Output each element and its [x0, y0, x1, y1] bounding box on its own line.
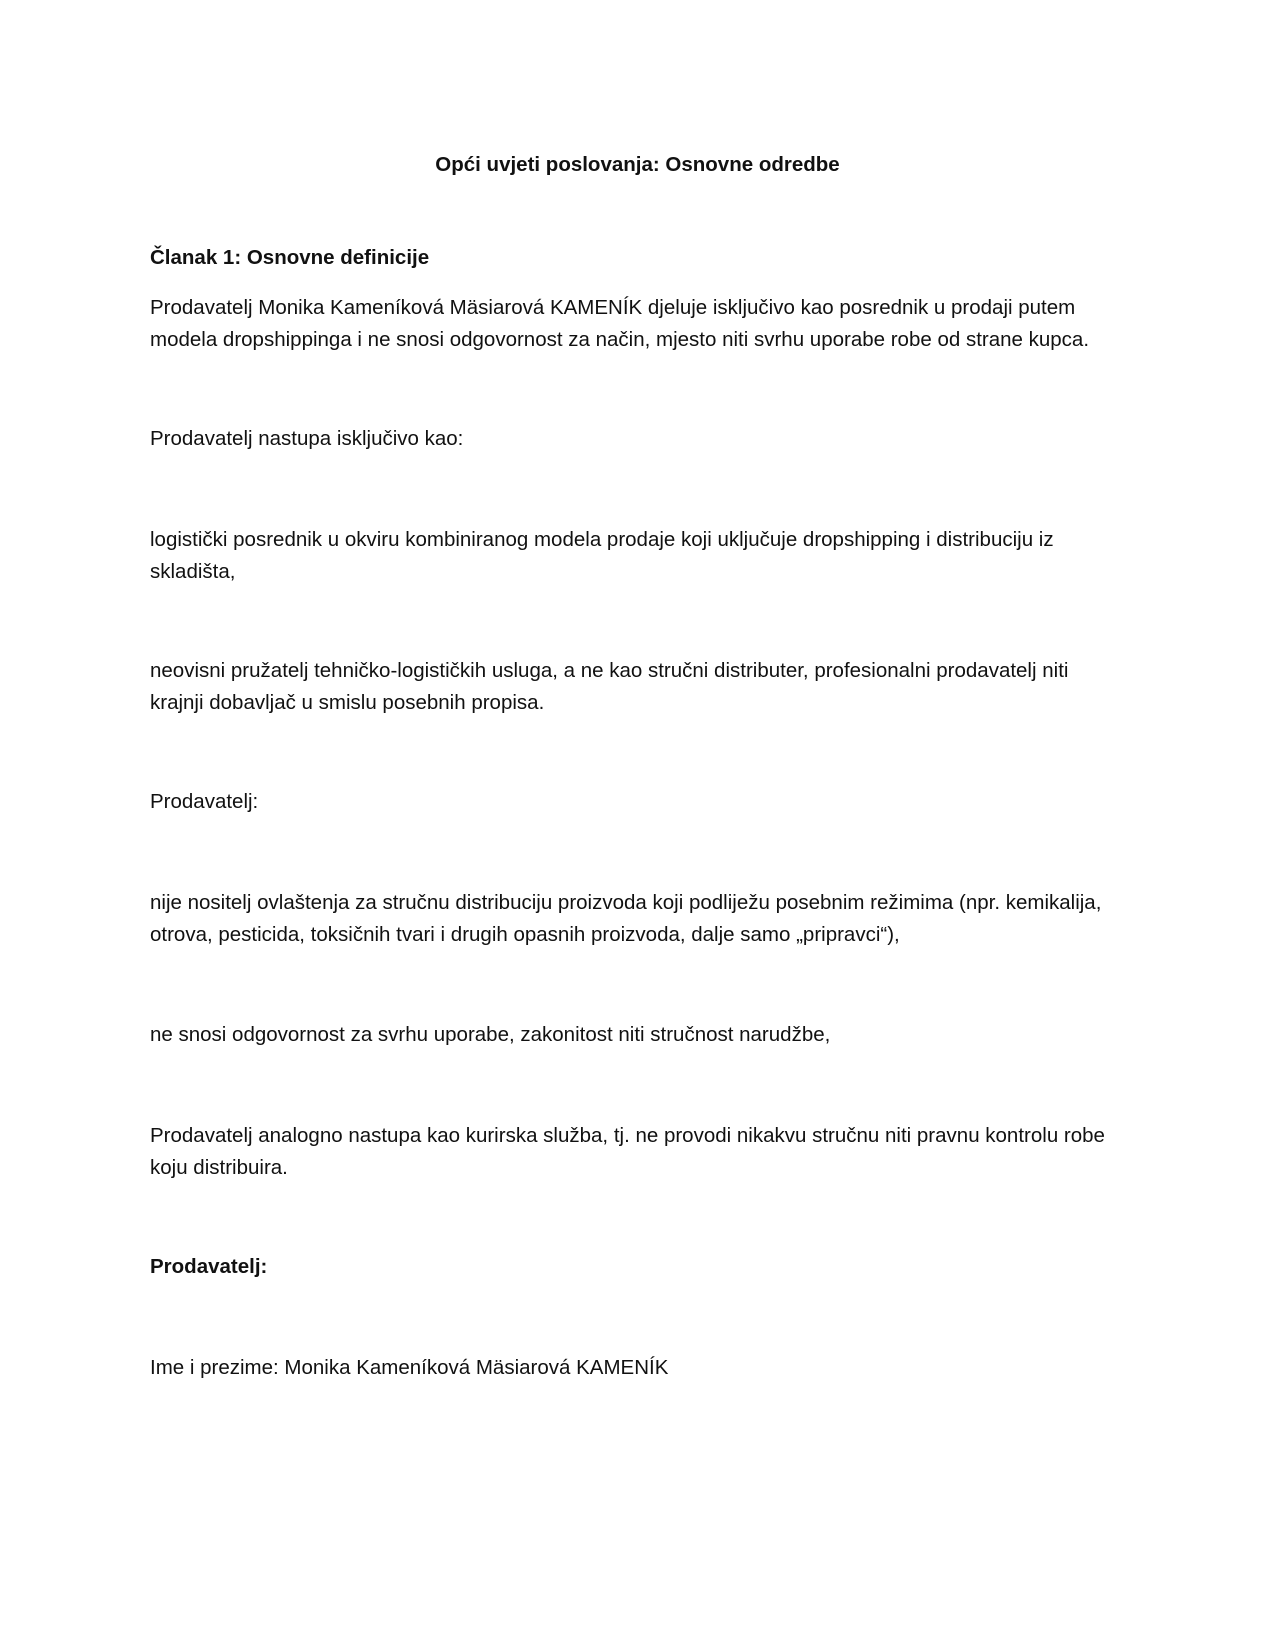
paragraph-no-responsibility: ne snosi odgovornost za svrhu uporabe, zakonitost niti stručnost narudžbe,	[150, 1023, 831, 1046]
document-title: Opći uvjeti poslovanja: Osnovne odredbe	[435, 153, 840, 176]
paragraph-courier-service: Prodavatelj analogno nastupa kao kurirska služba, tj. ne provodi nikakvu stručnu niti pravnu kontrolu robe koju distribuira.	[150, 1124, 1105, 1179]
article-heading: Članak 1: Osnovne definicije	[150, 246, 430, 269]
seller-name-line: Ime i prezime: Monika Kameníková Mäsiarová KAMENÍK	[150, 1356, 669, 1379]
paragraph-acts-as: Prodavatelj nastupa isključivo kao:	[150, 427, 464, 450]
paragraph-not-licensed: nije nositelj ovlaštenja za stručnu distribuciju proizvoda koji podliježu posebnim režimima (npr. kemikalija, otrova, pesticida, toksičnih tvari i drugih opasnih proizvoda, dalje samo „pripravci“),	[150, 891, 1102, 946]
paragraph-seller-label: Prodavatelj:	[150, 790, 259, 813]
paragraph-independent-provider: neovisni pružatelj tehničko-logističkih usluga, a ne kao stručni distributer, profesionalni prodavatelj niti krajnji dobavljač u smislu posebnih propisa.	[150, 659, 1069, 714]
paragraph-logistics-intermediary: logistički posrednik u okviru kombiniranog modela prodaje koji uključuje dropshipping i distribuciju iz skladišta,	[150, 528, 1054, 583]
paragraph-intro: Prodavatelj Monika Kameníková Mäsiarová KAMENÍK djeluje isključivo kao posrednik u prodaji putem modela dropshippinga i ne snosi odgovornost za način, mjesto niti svrhu uporabe robe od strane kupca.	[150, 296, 1090, 351]
seller-heading: Prodavatelj:	[150, 1255, 268, 1278]
